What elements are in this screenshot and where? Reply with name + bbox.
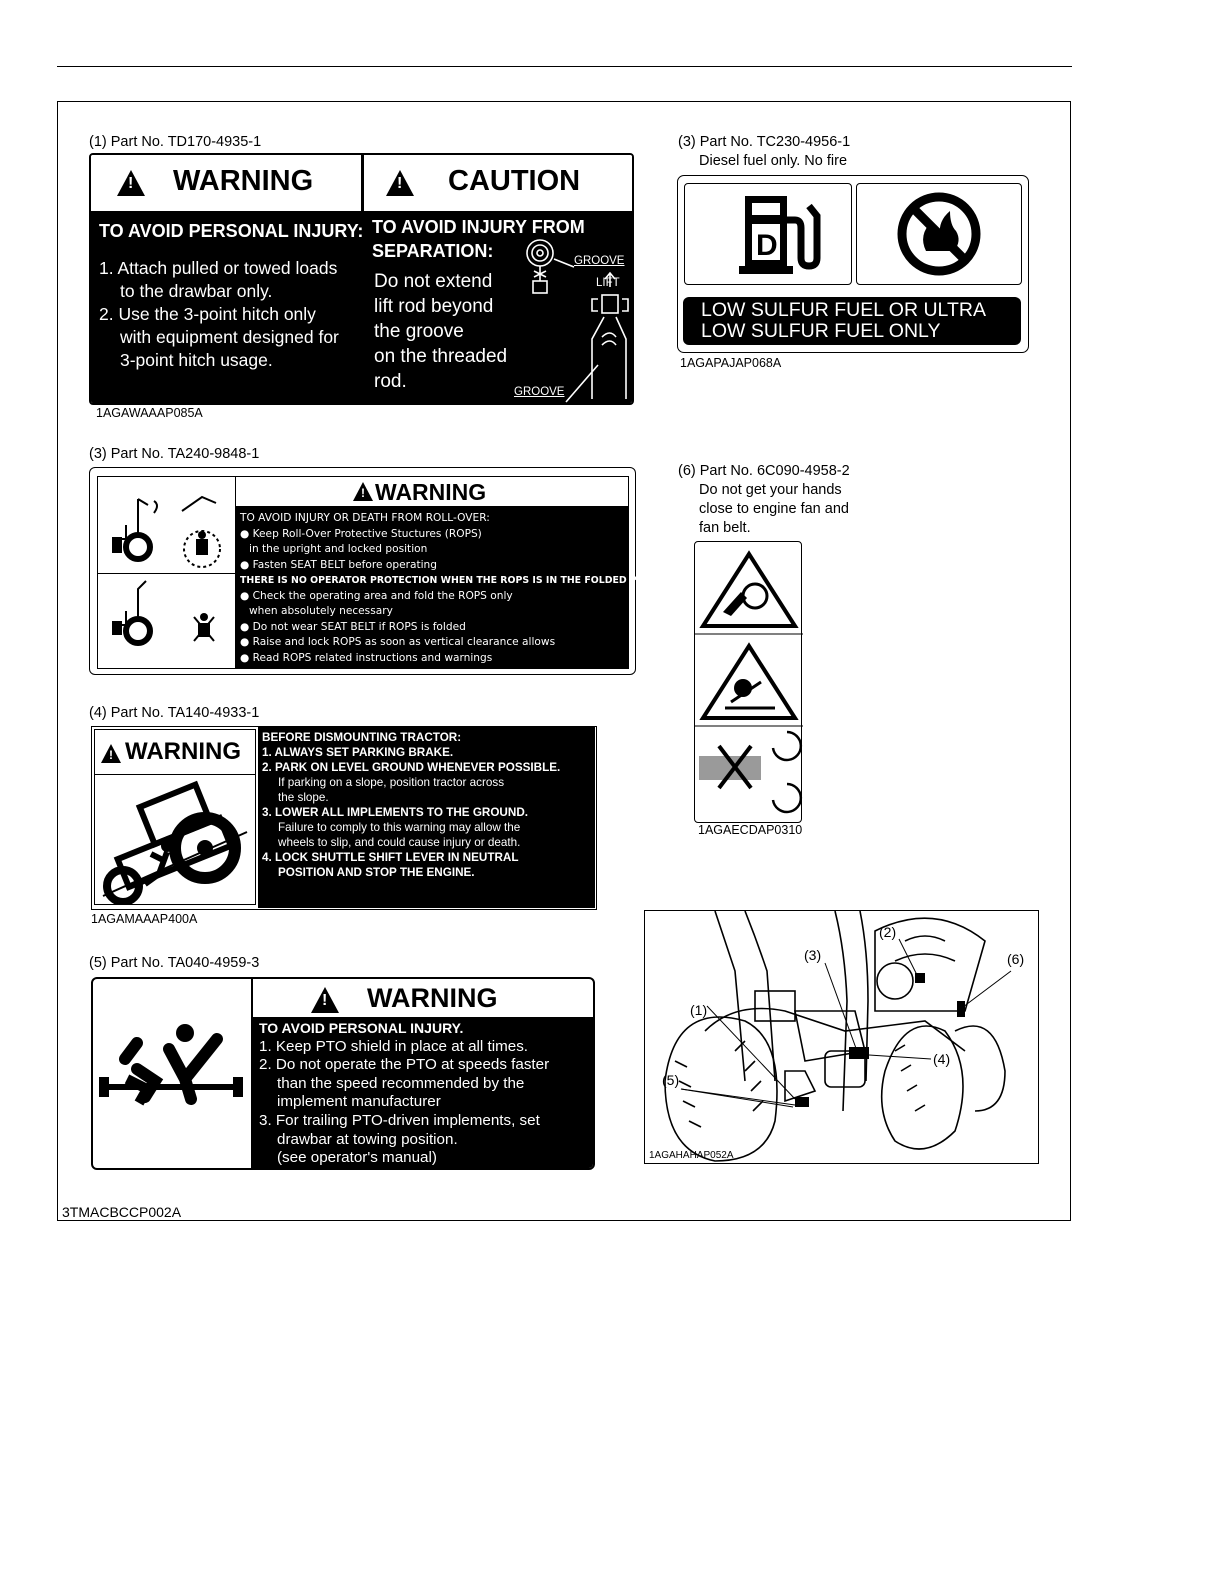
groove-top-label: GROOVE [574, 255, 625, 267]
rops-header [235, 477, 628, 507]
dismount-line: Failure to comply to this warning may allow the [278, 821, 521, 834]
rops-line: ● Do not wear SEAT BELT if ROPS is folded [240, 620, 466, 633]
label-1-code: 1AGAWAAAP085A [96, 406, 203, 420]
lift-label: LIFT [596, 277, 620, 289]
label-1-decal [89, 153, 634, 405]
dismount-warning-triangle-icon [101, 744, 121, 763]
tractor-runover-icon [97, 776, 253, 904]
label-6-description-1: Do not get your hands [699, 482, 842, 498]
instruction-line: the groove [374, 321, 464, 342]
pto-instructions [259, 1019, 549, 1168]
dismount-line: 1. ALWAYS SET PARKING BRAKE. [262, 746, 454, 759]
callout-2: (2) [879, 924, 897, 940]
pto-text-body [253, 1017, 595, 1168]
low-sulfur-text [701, 300, 986, 342]
label-4-code: 1AGAMAAAP400A [91, 912, 198, 926]
tractor-line-drawing [645, 911, 1038, 1163]
pto-line: 1. Keep PTO shield in place at all times. [259, 1037, 529, 1055]
label-5-caption: (5) Part No. TA040-4959-3 [89, 955, 260, 971]
fuel-line: LOW SULFUR FUEL ONLY [701, 320, 941, 342]
rops-instructions [240, 511, 684, 666]
label-6-caption: (6) Part No. 6C090-4958-2 [678, 463, 850, 479]
dismount-line: wheels to slip, and could cause injury or death. [278, 836, 521, 849]
dismount-warning-heading: WARNING [125, 738, 241, 765]
dismount-line: 3. LOWER ALL IMPLEMENTS TO THE GROUND. [262, 806, 529, 819]
instruction-line: Do not extend [374, 271, 493, 292]
warning-header [91, 155, 361, 211]
caution-triangle-icon [386, 170, 414, 196]
fan-hazard-icons [695, 542, 803, 824]
callout-6: (6) [1007, 951, 1025, 967]
pto-line: 2. Do not operate the PTO at speeds faster [259, 1056, 550, 1074]
warning-body [91, 211, 364, 405]
instruction-line: to the drawbar only. [120, 281, 273, 301]
pto-line: TO AVOID PERSONAL INJURY. [259, 1020, 464, 1036]
caution-heading: CAUTION [448, 165, 581, 197]
label-3a-caption: (3) Part No. TC230-4956-1 [678, 134, 851, 150]
label-1-caption: (1) Part No. TD170-4935-1 [89, 134, 262, 150]
tractor-location-figure [644, 910, 1039, 1164]
instruction-line: lift rod beyond [374, 296, 494, 317]
pto-line: drawbar at towing position. [277, 1130, 458, 1148]
pto-pictogram-panel [93, 979, 253, 1168]
caution-header [364, 155, 634, 211]
rops-upright-icon [98, 477, 235, 573]
instruction-line: rod. [374, 371, 407, 392]
rops-warning-triangle-icon [353, 482, 373, 501]
fan-entanglement-triangle-icon [703, 554, 795, 626]
rops-upright-pictogram [98, 477, 236, 574]
fuel-pump-panel [684, 183, 852, 285]
warning-heading: WARNING [173, 165, 314, 197]
instruction-line: with equipment designed for [120, 327, 339, 347]
instruction-line: 3-point hitch usage. [120, 350, 273, 370]
rops-line: ● Raise and lock ROPS as soon as vertical clearance allows [240, 636, 556, 648]
rops-line: TO AVOID INJURY OR DEATH FROM ROLL-OVER: [240, 512, 490, 524]
top-rule [57, 66, 1072, 67]
pto-header [253, 979, 595, 1017]
callout-4: (4) [933, 1051, 951, 1067]
rops-line: ● Read ROPS related instructions and warnings [240, 651, 493, 664]
label-4-decal [91, 726, 597, 910]
dismount-instructions [262, 730, 560, 880]
label-5-decal [91, 977, 595, 1170]
dismount-line: 4. LOCK SHUTTLE SHIFT LEVER IN NEUTRAL [262, 851, 519, 864]
low-sulfur-banner [683, 297, 1021, 345]
pto-entanglement-icon [97, 1019, 247, 1129]
label-6-description-2: close to engine fan and [699, 501, 849, 517]
rops-line: ● Keep Roll-Over Protective Stuctures (ROPS) [240, 527, 482, 540]
instruction-line: 2. Use the 3-point hitch only [99, 304, 316, 324]
label-3a-decal [677, 175, 1029, 353]
dismount-pictogram-panel [94, 729, 256, 905]
dismount-line: If parking on a slope, position tractor across [278, 776, 505, 789]
no-fire-icon [896, 191, 982, 277]
pto-line: implement manufacturer [277, 1093, 441, 1111]
dismount-line: the slope. [278, 791, 329, 804]
label-6-decal [694, 541, 802, 823]
figure-code: 3TMACBCCP002A [62, 1204, 182, 1220]
caution-body [364, 211, 634, 405]
warning-triangle-icon [117, 170, 145, 196]
rops-inner [97, 476, 685, 669]
caution-subhead-line: TO AVOID INJURY FROM [372, 217, 585, 237]
dismount-line: 2. PARK ON LEVEL GROUND WHENEVER POSSIBLE. [262, 761, 561, 774]
rops-line: when absolutely necessary [249, 605, 393, 617]
rops-line: in the upright and locked position [249, 543, 428, 555]
fuel-line: LOW SULFUR FUEL OR ULTRA [701, 299, 986, 321]
no-hands-fan-icon [699, 732, 801, 812]
instruction-line: 1. Attach pulled or towed loads [99, 258, 338, 278]
rops-text-body [236, 507, 685, 668]
label-3b-caption: (3) Part No. TA240-9848-1 [89, 446, 260, 462]
label-4-caption: (4) Part No. TA140-4933-1 [89, 705, 260, 721]
rops-line: ● Fasten SEAT BELT before operating [240, 558, 437, 571]
rops-warning-heading: WARNING [375, 479, 487, 505]
no-fire-panel [856, 183, 1022, 285]
dismount-header [95, 730, 255, 775]
dismount-line: BEFORE DISMOUNTING TRACTOR: [262, 731, 462, 744]
tractor-figure-code: 1AGAHAHAP052A [649, 1150, 734, 1161]
warning-instructions [99, 257, 339, 372]
pump-letter: D [756, 229, 778, 262]
rops-line: THERE IS NO OPERATOR PROTECTION WHEN THE ROPS IS IN THE FOLDED POSITION: [240, 575, 685, 586]
callout-3: (3) [804, 947, 822, 963]
pto-line: than the speed recommended by the [277, 1074, 525, 1092]
pto-warning-triangle-icon [311, 987, 339, 1013]
pto-warning-heading: WARNING [367, 983, 498, 1013]
label-3b-decal [89, 467, 685, 675]
label-3a-code: 1AGAPAJAP068A [680, 356, 782, 370]
label-6-description-3: fan belt. [699, 520, 751, 536]
rops-line: ● Check the operating area and fold the ROPS only [240, 589, 513, 602]
instruction-line: on the threaded [374, 346, 508, 367]
callout-5: (5) [662, 1072, 680, 1088]
belt-entanglement-triangle-icon [703, 646, 795, 718]
label-6-code: 1AGAECDAP0310 [698, 823, 803, 837]
label-3a-description: Diesel fuel only. No fire [699, 153, 848, 169]
caution-subhead-line: SEPARATION: [372, 241, 494, 261]
fuel-pump-icon [735, 192, 825, 278]
callout-1: (1) [690, 1002, 708, 1018]
pto-line: 3. For trailing PTO-driven implements, set [259, 1111, 540, 1129]
rops-folded-pictogram [98, 573, 236, 668]
groove-bottom-label: GROOVE [514, 386, 565, 398]
warning-subhead: TO AVOID PERSONAL INJURY: [99, 221, 364, 241]
rops-folded-icon [98, 573, 235, 668]
pto-line: (see operator's manual) [277, 1149, 437, 1167]
caution-instructions [374, 269, 507, 394]
dismount-text-body [258, 727, 595, 908]
dismount-line: POSITION AND STOP THE ENGINE. [278, 866, 475, 879]
